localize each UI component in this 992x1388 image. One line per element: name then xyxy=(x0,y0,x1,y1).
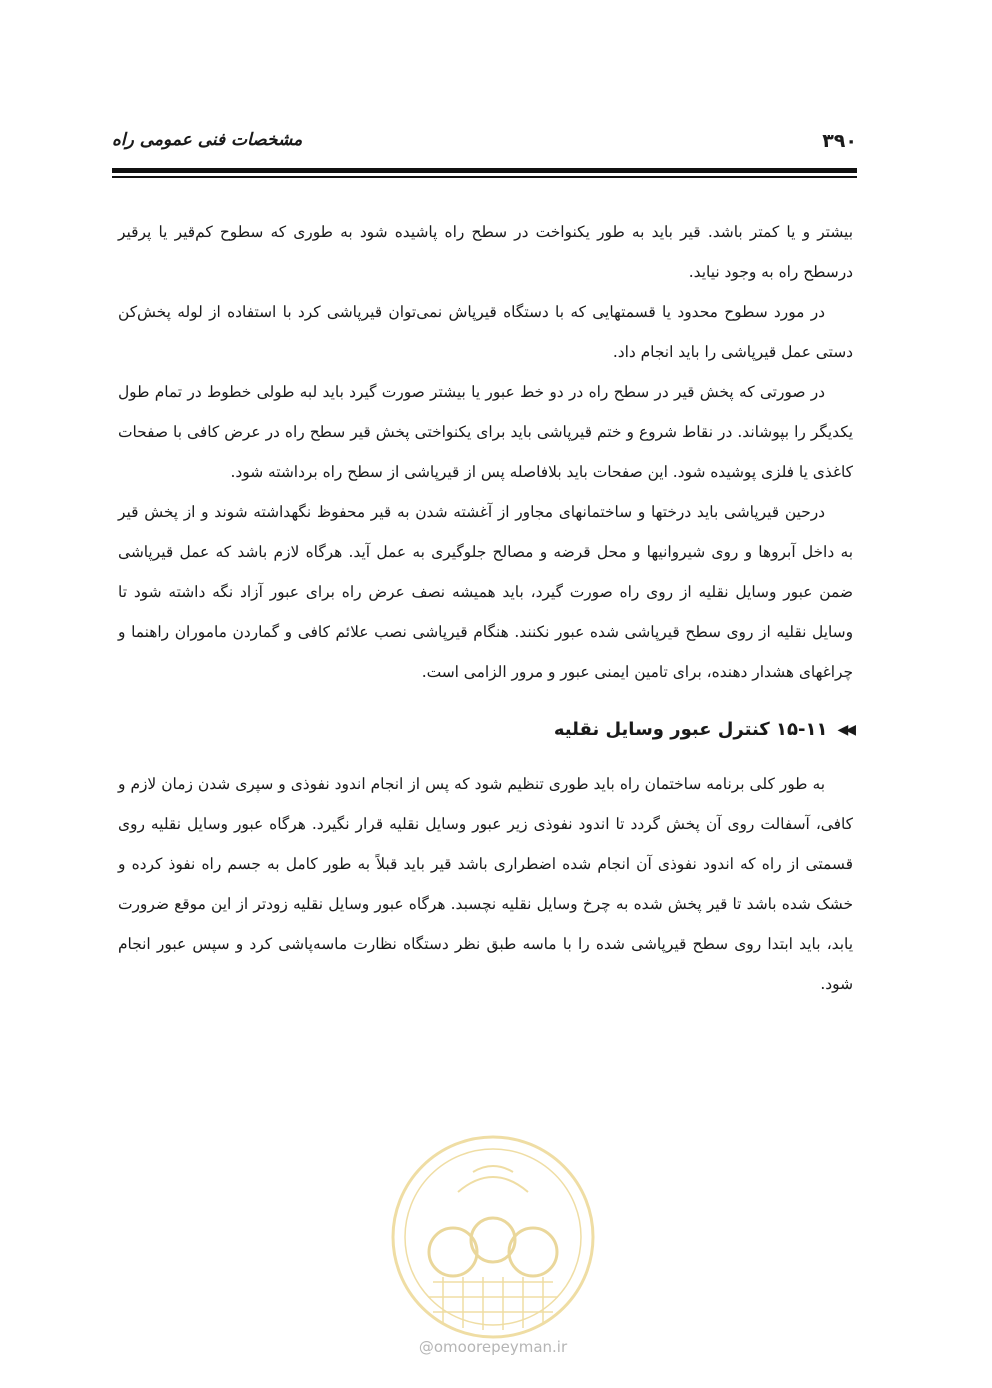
section-heading-text: ۱۵-۱۱ کنترل عبور وسایل نقلیه xyxy=(553,719,828,740)
double-chevron-icon: ◀◀ xyxy=(837,722,853,738)
section-heading xyxy=(118,710,853,750)
watermark-caption: @omoorepeyman.ir xyxy=(418,1338,568,1356)
header-rule-thick xyxy=(112,168,857,173)
header-rule-thin xyxy=(112,176,857,178)
page-header xyxy=(112,126,857,156)
section-paragraph: به طور کلی برنامه ساختمان راه باید طوری تنظیم شود که پس از انجام اندود نفوذی و سپری شدن زمان لازم و کافی، آسفالت روی آن پخش گردد تا اندود نفوذی زیر عبور وسایل نقلیه قرار نگیرد. هرگاه عبور وسایل نقلیه روی قسمتی از راه که اندود نفوذی آن انجام شده اضطراری باشد قیر باید قبلاً به طور کامل به جسم راه نفوذ کرده و خشک شده باشد تا قیر پخش شده به چرخ وسایل نقلیه نچسبد. هرگاه عبور وسایل نقلیه زودتر از این موقع ضرورت یابد، باید ابتدا روی سطح قیرپاشی شده را با ماسه طبق نظر دستگاه نظارت ماسه‌پاشی کرد و سپس عبور انجام شود. xyxy=(118,775,853,993)
running-title: مشخصات فنی عمومی راه xyxy=(112,130,303,150)
body-text xyxy=(118,212,853,1004)
paragraph-3: در صورتی که پخش قیر در سطح راه در دو خط عبور یا بیشتر صورت گیرد باید لبه طولی خطوط در تمام طول یکدیگر را بپوشاند. در نقاط شروع و ختم قیرپاشی باید برای یکنواختی پخش قیر سطح راه در عرض کافی با صفحات کاغذی یا فلزی پوشیده شود. این صفحات باید بلافاصله پس از قیرپاشی از سطح راه برداشته شود. xyxy=(118,383,853,481)
paragraph-2: در مورد سطوح محدود یا قسمتهایی که با دستگاه قیرپاش نمی‌توان قیرپاشی کرد با استفاده از لوله پخش‌کن دستی عمل قیرپاشی را باید انجام داد. xyxy=(118,303,853,361)
page-number: ۳۹۰ xyxy=(822,130,857,152)
watermark-logo-icon xyxy=(388,1132,598,1342)
paragraph-1: بیشتر و یا کمتر باشد. قیر باید به طور یکنواخت در سطح راه پاشیده شود به طوری که سطوح کم‌قیر یا پرقیر درسطح راه به وجود نیاید. xyxy=(118,223,853,281)
paragraph-4: درحین قیرپاشی باید درختها و ساختمانهای مجاور از آغشته شدن به قیر محفوظ نگهداشته شوند و از پخش قیر به داخل آبروها و روی شیروانیها و محل قرضه و مصالح جلوگیری به عمل آید. هرگاه لازم باشد که عمل قیرپاشی ضمن عبور وسایل نقلیه از روی راه صورت گیرد، باید همیشه نصف عرض راه برای عبور آزاد نگه داشته شود تا وسایل نقلیه از روی سطح قیرپاشی شده عبور نکنند. هنگام قیرپاشی نصب علائم کافی و گماردن ماموران راهنما و چراغهای هشدار دهنده، برای تامین ایمنی عبور و مرور الزامی است. xyxy=(118,503,853,681)
